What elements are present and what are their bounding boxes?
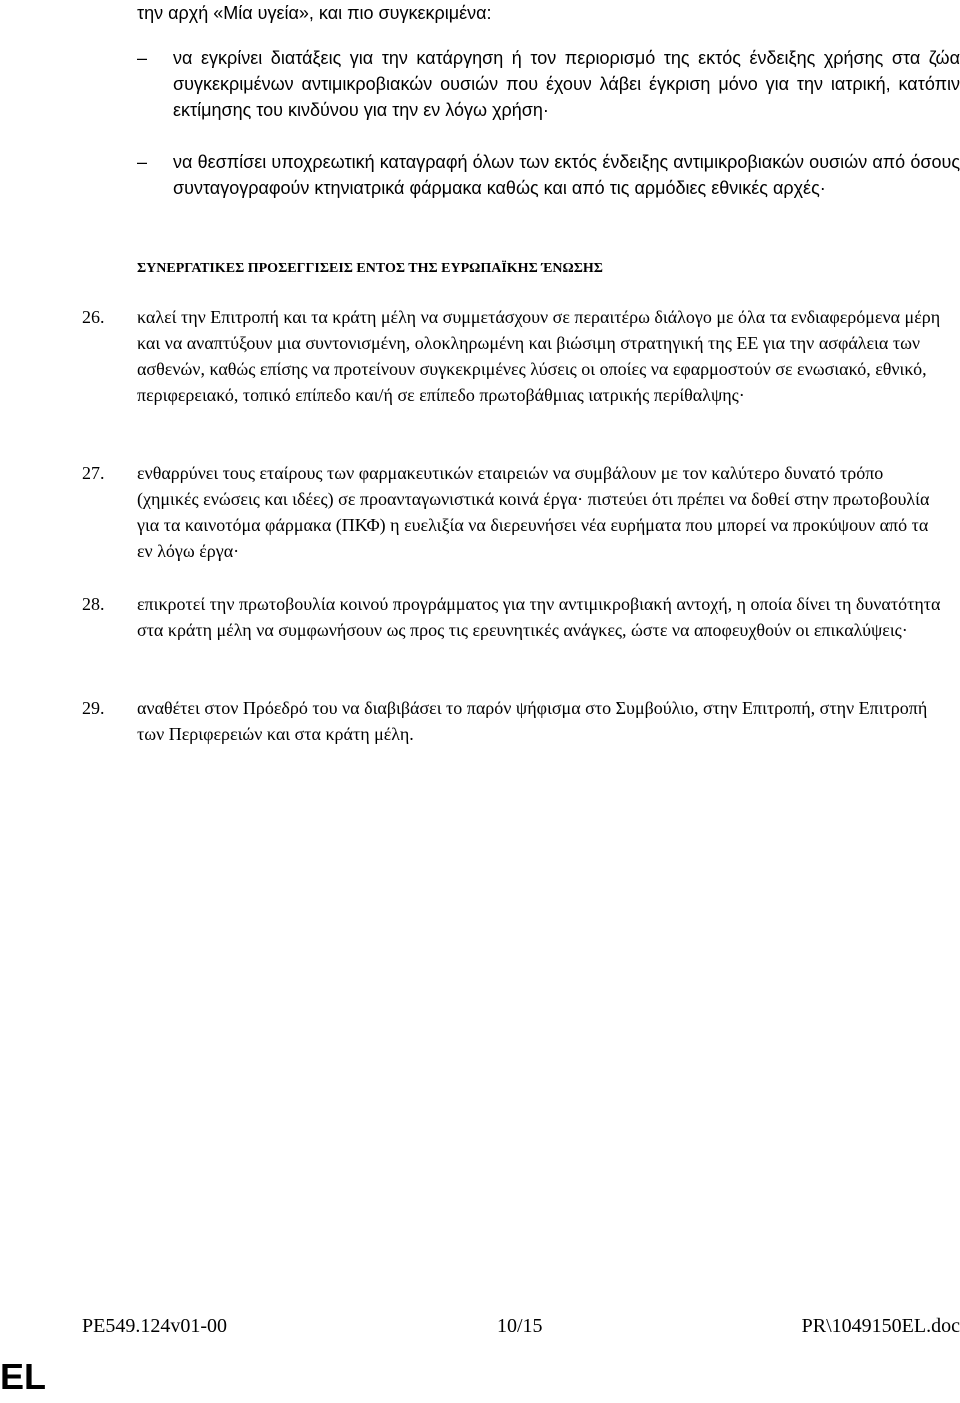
paragraph-number: 26. [82, 307, 105, 327]
list-item-text: να θεσπίσει υποχρεωτική καταγραφή όλων των εκτός ένδειξης αντιμικροβιακών ουσιών από όσους συνταγογραφούν κτηνιατρικά φάρμακα καθώς και από τις αρμόδιες εθνικές αρχές· [173, 152, 960, 198]
paragraph-text: αναθέτει στον Πρόεδρό του να διαβιβάσει το παρόν ψήφισμα στο Συμβούλιο, στην Επιτροπή, στην Επιτροπή των Περιφερειών και στα κράτη μέλη. [137, 698, 928, 744]
document-reference: PE549.124v01-00 [82, 1315, 227, 1337]
dash-bullet: – [137, 152, 148, 172]
section-heading: ΣΥΝΕΡΓΑΤΙΚΕΣ ΠΡΟΣΕΓΓΙΣΕΙΣ ΕΝΤΟΣ ΤΗΣ ΕΥΡΩΠΑΪΚΗΣ ΈΝΩΣΗΣ [137, 261, 603, 276]
paragraph-number: 29. [82, 698, 105, 718]
list-item-text: να εγκρίνει διατάξεις για την κατάργηση ή τον περιορισμό της εκτός ένδειξης χρήσης στα ζώα συγκεκριμένων αντιμικροβιακών ουσιών που έχουν λάβει έγκριση μόνο για την ιατρική, κατόπιν εκτίμησης του κινδύνου για την εν λόγω χρήση· [173, 48, 960, 120]
paragraph-text: ενθαρρύνει τους εταίρους των φαρμακευτικών εταιρειών να συμβάλουν με τον καλύτερο δυνατό τρόπο (χημικές ενώσεις και ιδέες) σε προανταγωνιστικά κοινά έργα· πιστεύει ότι πρέπει να δοθεί στην πρωτοβουλία για τα καινοτόμα φάρμακα (ΠΚΦ) η ευελιξία να διερευνήσει νέα ευρήματα που μπορεί να προκύψουν από τα εν λόγω έργα· [137, 463, 930, 561]
intro-text: την αρχή «Μία υγεία», και πιο συγκεκριμένα: [137, 3, 492, 23]
page-footer [82, 1313, 960, 1339]
language-code: EL [0, 1356, 47, 1397]
paragraph-number: 28. [82, 594, 105, 614]
page-number: 10/15 [497, 1315, 543, 1337]
file-name: PR\1049150EL.doc [801, 1315, 960, 1337]
numbered-paragraph [82, 304, 942, 408]
numbered-paragraph [82, 460, 942, 564]
numbered-paragraph [82, 695, 942, 747]
numbered-paragraph [82, 591, 942, 643]
paragraph-text: επικροτεί την πρωτοβουλία κοινού προγράμματος για την αντιμικροβιακή αντοχή, η οποία δίνει τη δυνατότητα στα κράτη μέλη να συμφωνήσουν ως προς τις ερευνητικές ανάγκες, ώστε να αποφευχθούν οι επικαλύψεις· [137, 594, 941, 640]
paragraph-number: 27. [82, 463, 105, 483]
list-item [137, 45, 960, 123]
list-item [137, 149, 960, 201]
paragraph-text: καλεί την Επιτροπή και τα κράτη μέλη να συμμετάσχουν σε περαιτέρω διάλογο με όλα τα ενδιαφερόμενα μέρη και να αναπτύξουν μια συντονισμένη, ολοκληρωμένη και βιώσιμη στρατηγική της ΕΕ για την ασφάλεια των ασθενών, καθώς επίσης να προτείνουν συγκεκριμένες λύσεις οι οποίες να εφαρμοστούν σε ενωσιακό, εθνικό, περιφερειακό, τοπικό επίπεδο και/ή σε επίπεδο πρωτοβάθμιας ιατρικής περίθαλψης· [137, 307, 941, 405]
dash-bullet: – [137, 48, 148, 68]
